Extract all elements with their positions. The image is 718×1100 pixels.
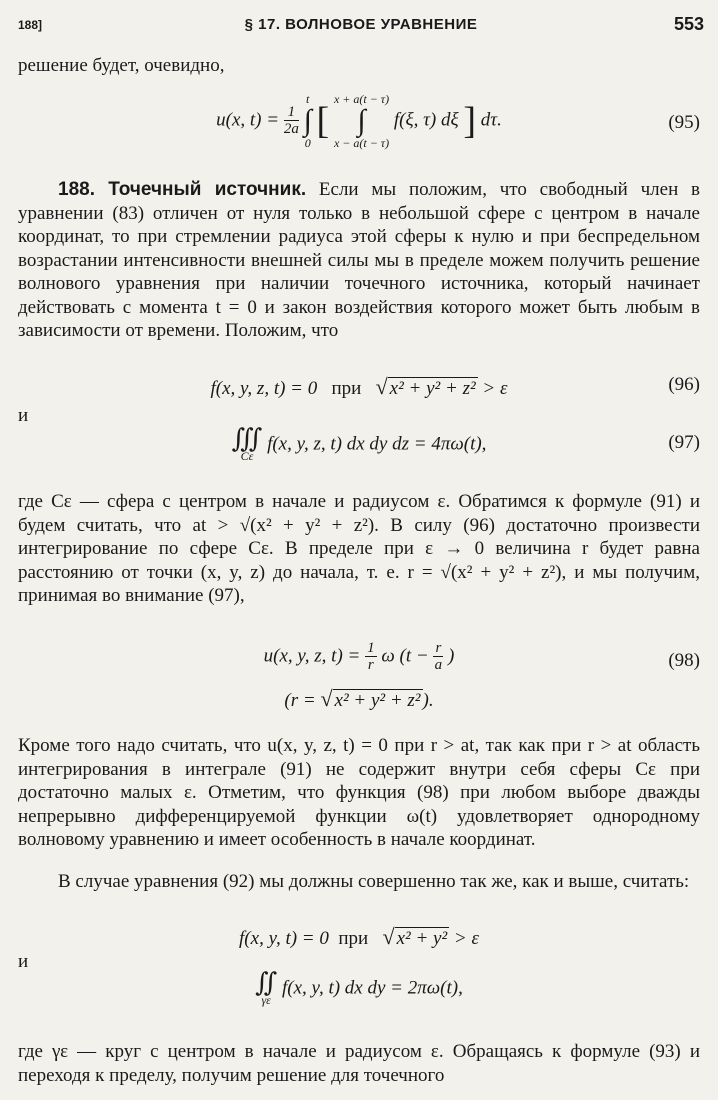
section-188-paragraph [18, 178, 700, 343]
eq95-tail: dτ. [480, 109, 502, 131]
paragraph-2: где Cε — сфера с центром в начале и радиусом ε. Обратимся к формуле (91) и будем считать, что at > √(x² + y² + z²). В силу (96) достаточно произвести интегрирование по сфере Cε. В пределе при ε → 0 величина r будет равна расстоянию от точки (x, y, z) до начала, т. е. r = √(x² + y² + z²), и мы получим, принимая во внимание (97), [18, 491, 700, 606]
header-section-ref: 188] [18, 18, 43, 32]
equation-97 [18, 422, 700, 478]
eq98-inner-den: a [434, 657, 443, 673]
eq98-number: (98) [668, 650, 700, 671]
right-bracket-icon: ] [463, 100, 477, 142]
double-integral-icon: ∬ [255, 968, 278, 997]
eq95-frac-num: 1 [284, 104, 299, 121]
radical-sign-icon: √ [382, 924, 395, 949]
eqf2-rhs: > ε [453, 928, 479, 949]
conjunction-and: и [18, 405, 29, 426]
header-chapter-title: § 17. ВОЛНОВОЕ УРАВНЕНИЕ [244, 16, 478, 33]
eq98-inner-left: (t − [399, 645, 429, 667]
eqf2-radicand: x² + y² [396, 928, 448, 949]
radical-sign-icon: √ [375, 374, 388, 399]
eq98-sub-close: ). [422, 690, 434, 711]
eq97-number: (97) [668, 432, 700, 453]
eq95-lhs: u(x, t) = [216, 109, 280, 131]
radical-sign-icon: √ [320, 686, 333, 711]
eqf2-lhs: f(x, y, t) = 0 [239, 928, 329, 949]
eq97-formula: f(x, y, z, t) dx dy dz = 4πω(t), [267, 433, 487, 455]
intro-paragraph [18, 54, 700, 78]
eq95-upper-outer: t [306, 92, 310, 106]
equation-double-integral [18, 966, 700, 1022]
integral-sign-icon: ∫ [357, 104, 366, 137]
eq98-frac-num: 1 [367, 640, 375, 656]
eq95-frac-den: 2a [283, 121, 299, 137]
running-header [18, 14, 704, 36]
eq98-sub-open: (r = [284, 690, 316, 711]
eqint2-formula: f(x, y, t) dx dy = 2πω(t), [282, 977, 463, 999]
eq96-lhs: f(x, y, z, t) = 0 [210, 378, 318, 399]
eq96-word: при [331, 378, 362, 399]
integral-sign-icon: ∫ [303, 104, 312, 137]
intro-line: решение будет, очевидно, [18, 55, 225, 76]
left-bracket-icon: [ [316, 100, 330, 142]
equation-98 [18, 640, 700, 720]
eqint2-sub: γε [261, 993, 271, 1007]
eq98-lhs: u(x, y, z, t) = [263, 645, 361, 667]
eq98-sub-radicand: x² + y² + z² [334, 690, 421, 711]
eq96-rhs: > ε [482, 378, 508, 399]
equation-95 [18, 86, 700, 160]
eq95-lower-inner: x − a(t − τ) [333, 136, 390, 150]
section-text: Если мы положим, что свободный член в уравнении (83) отличен от нуля только в небольшой сфере с центром в начале координат, то при стремлении радиуса этой сферы к нулю и при беспредельном возрастании интенсивности внешней силы мы в пределе можем получить решение волнового уравнения при наличии точечного источника, который начинает действовать с момента t = 0 и закон воздействия которого может быть любым в зависимости от времени. Положим, что [18, 179, 700, 341]
eq96-number: (96) [668, 374, 700, 395]
paragraph-5: где γε — круг с центром в начале и радиусом ε. Обращаясь к формуле (93) и переходя к пределу, получим решение для точечного [18, 1041, 700, 1086]
eq98-omega: ω [381, 645, 395, 667]
eq97-sub: Cε [240, 449, 254, 463]
triple-integral-icon: ∭ [231, 424, 263, 453]
paragraph-3: Кроме того надо считать, что u(x, y, z, t) = 0 при r > at, так как при r > at область интегрирования в интеграле (91) не содержит внутри себя сферы Cε при достаточно малых ε. Отметим, что функция (98) при любом выборе дважды непрерывно дифференцируемой функции ω(t) удовлетворяет однородному волновому уравнению и имеет особенность в начале координат. [18, 735, 700, 850]
eq95-integrand: f(ξ, τ) dξ [393, 109, 459, 131]
eqf2-word: при [338, 928, 369, 949]
section-title: 188. Точечный источник. [58, 179, 307, 200]
eq98-inner-num: r [435, 640, 442, 656]
eq98-inner-right: ) [448, 645, 455, 667]
conjunction-and-2: и [18, 951, 29, 972]
eq98-frac-den: r [367, 657, 374, 673]
paragraph-4: В случае уравнения (92) мы должны совершенно так же, как и выше, считать: [58, 871, 690, 892]
eq95-number: (95) [668, 112, 700, 133]
page-number: 553 [673, 14, 704, 34]
eq96-radicand: x² + y² + z² [389, 378, 476, 399]
eq95-lower-outer: 0 [304, 136, 311, 150]
eq95-upper-inner: x + a(t − τ) [333, 92, 390, 106]
